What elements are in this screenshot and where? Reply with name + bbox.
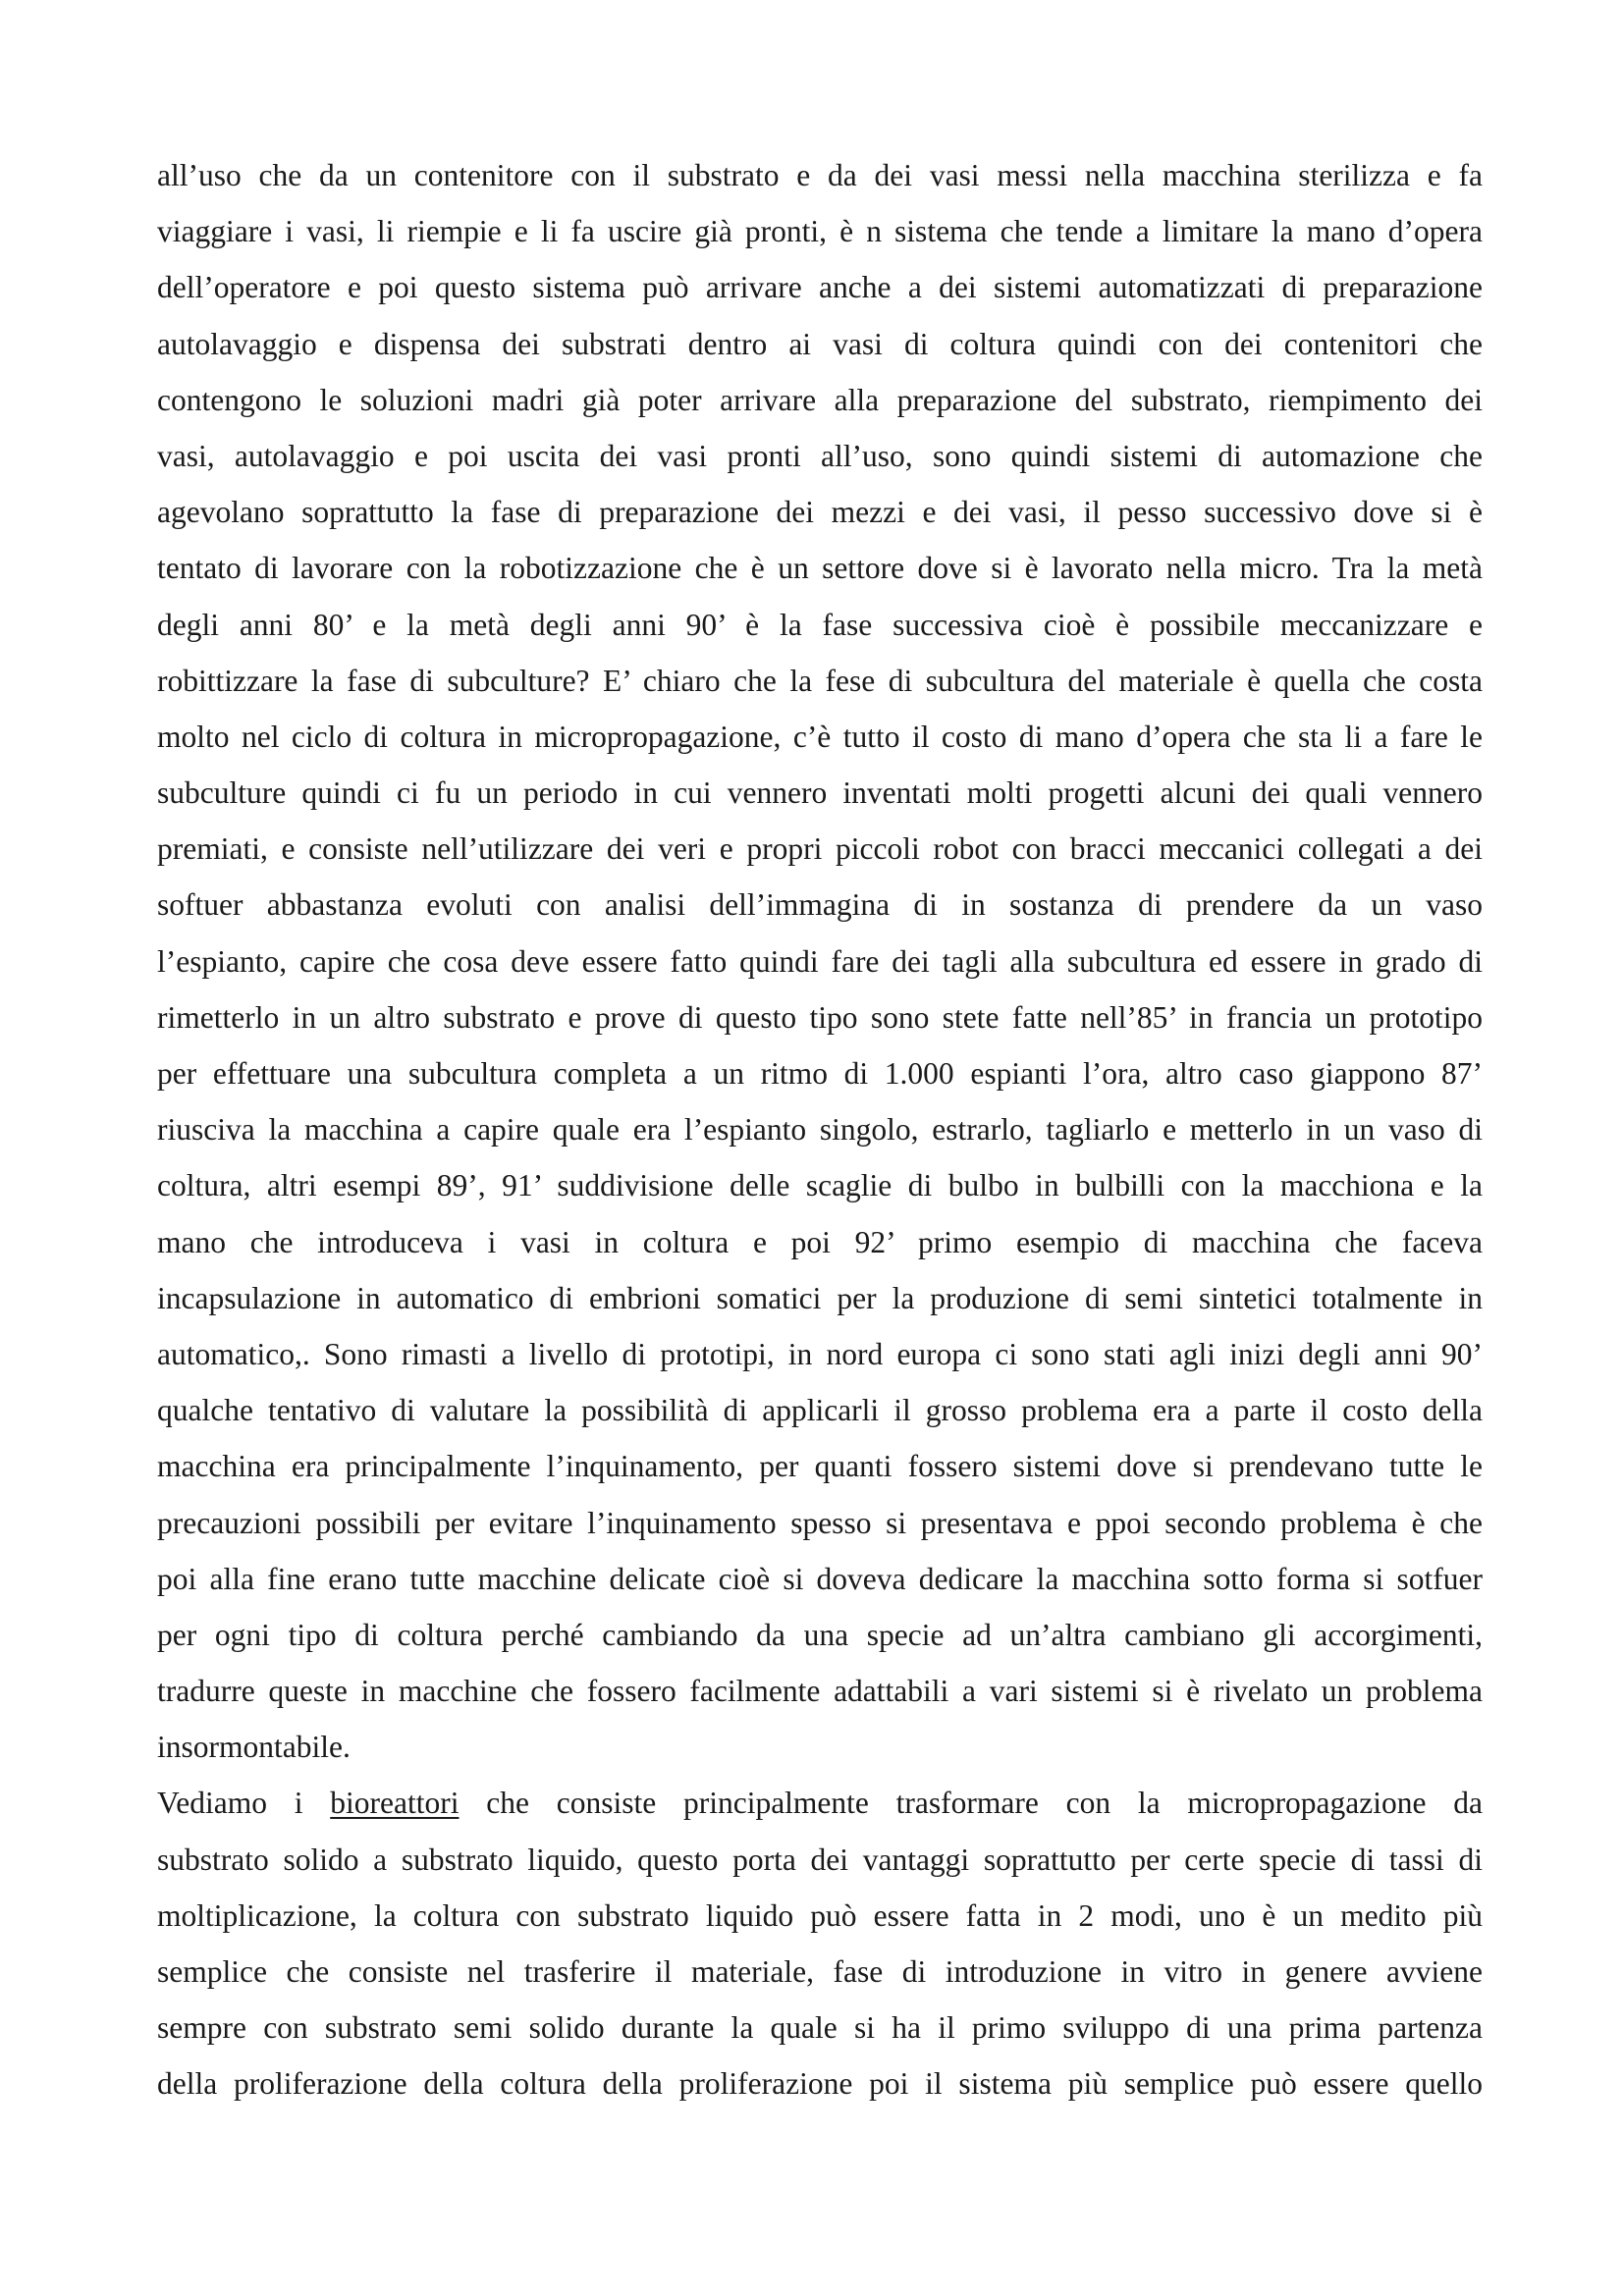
text-line: qualche tentativo di valutare la possibilità di applicarli il grosso problema era a parte il costo della bbox=[157, 1393, 1483, 1428]
text-line: precauzioni possibili per evitare l’inquinamento spesso si presentava e ppoi secondo problema è che bbox=[157, 1505, 1483, 1540]
text-line: tentato di lavorare con la robotizzazione che è un settore dove si è lavorato nella micro. Tra la metà bbox=[157, 551, 1483, 586]
text-line: della proliferazione della coltura della proliferazione poi il sistema più semplice può essere quello bbox=[157, 2066, 1483, 2102]
text-line: robittizzare la fase di subculture? E’ chiaro che la fese di subcultura del materiale è quella che costa bbox=[157, 663, 1483, 698]
bioreattori-link[interactable]: bioreattori bbox=[330, 1786, 460, 1821]
text-line: softuer abbastanza evoluti con analisi dell’immagina di in sostanza di prendere da un vaso bbox=[157, 887, 1483, 923]
text-line: poi alla fine erano tutte macchine delicate cioè si doveva dedicare la macchina sotto forma si sotfuer bbox=[157, 1561, 1483, 1596]
text-line: coltura, altri esempi 89’, 91’ suddivisione delle scaglie di bulbo in bulbilli con la macchiona e la bbox=[157, 1168, 1483, 1203]
text-line: moltiplicazione, la coltura con substrato liquido può essere fatta in 2 modi, uno è un medito più bbox=[157, 1897, 1483, 1933]
text-line: mano che introduceva i vasi in coltura e poi 92’ primo esempio di macchina che faceva bbox=[157, 1224, 1483, 1259]
text-line: contengono le soluzioni madri già poter arrivare alla preparazione del substrato, riempimento dei bbox=[157, 382, 1483, 417]
text-line: dell’operatore e poi questo sistema può arrivare anche a dei sistemi automatizzati di preparazione bbox=[157, 270, 1483, 305]
text-line: viaggiare i vasi, li riempie e li fa uscire già pronti, è n sistema che tende a limitare la mano d’opera bbox=[157, 214, 1483, 249]
text-line: insormontabile. bbox=[157, 1730, 351, 1765]
paragraph-2 bbox=[157, 1775, 1483, 2111]
text-line: semplice che consiste nel trasferire il materiale, fase di introduzione in vitro in genere avviene bbox=[157, 1954, 1483, 1989]
text-line: molto nel ciclo di coltura in micropropagazione, c’è tutto il costo di mano d’opera che sta li a fare le bbox=[157, 719, 1483, 754]
text-run: Vediamo i bbox=[157, 1786, 331, 1821]
text-run: che consiste principalmente trasformare con la micropropagazione da bbox=[459, 1786, 1483, 1821]
text-line: l’espianto, capire che cosa deve essere fatto quindi fare dei tagli alla subcultura ed essere in grado di bbox=[157, 943, 1483, 979]
text-line: autolavaggio e dispensa dei substrati dentro ai vasi di coltura quindi con dei contenitori che bbox=[157, 326, 1483, 361]
body-text bbox=[157, 147, 1483, 2112]
text-line: incapsulazione in automatico di embrioni somatici per la produzione di semi sintetici totalmente in bbox=[157, 1280, 1483, 1315]
paragraph-1 bbox=[157, 147, 1483, 1775]
text-line: degli anni 80’ e la metà degli anni 90’ è la fase successiva cioè è possibile meccanizzare e bbox=[157, 607, 1483, 642]
text-line: substrato solido a substrato liquido, questo porta dei vantaggi soprattutto per certe specie di tassi di bbox=[157, 1842, 1483, 1877]
text-line: automatico,. Sono rimasti a livello di prototipi, in nord europa ci sono stati agli inizi degli anni 90’ bbox=[157, 1336, 1483, 1371]
text-line: sempre con substrato semi solido durante la quale si ha il primo sviluppo di una prima partenza bbox=[157, 2010, 1483, 2046]
text-line: subculture quindi ci fu un periodo in cui vennero inventati molti progetti alcuni dei quali vennero bbox=[157, 775, 1483, 811]
text-line: riusciva la macchina a capire quale era l’espianto singolo, estrarlo, tagliarlo e metterlo in un vaso di bbox=[157, 1112, 1483, 1148]
text-line: agevolano soprattutto la fase di preparazione dei mezzi e dei vasi, il pesso successivo dove si è bbox=[157, 495, 1483, 530]
text-line: per ogni tipo di coltura perché cambiando da una specie ad un’altra cambiano gli accorgimenti, bbox=[157, 1617, 1483, 1652]
text-line: all’uso che da un contenitore con il substrato e da dei vasi messi nella macchina sterilizza e fa bbox=[157, 158, 1483, 192]
text-line: vasi, autolavaggio e poi uscita dei vasi pronti all’uso, sono quindi sistemi di automazione che bbox=[157, 438, 1483, 473]
text-line: tradurre queste in macchine che fossero facilmente adattabili a vari sistemi si è rivelato un problema bbox=[157, 1674, 1483, 1709]
text-line: per effettuare una subcultura completa a un ritmo di 1.000 espianti l’ora, altro caso giappono 87’ bbox=[157, 1056, 1483, 1091]
text-line bbox=[157, 1775, 1483, 1831]
text-line: macchina era principalmente l’inquinamento, per quanti fossero sistemi dove si prendevano tutte le bbox=[157, 1449, 1483, 1484]
text-line: premiati, e consiste nell’utilizzare dei veri e propri piccoli robot con bracci meccanici collegati a dei bbox=[157, 831, 1483, 867]
text-line: rimetterlo in un altro substrato e prove di questo tipo sono stete fatte nell’85’ in francia un prototipo bbox=[157, 999, 1483, 1035]
